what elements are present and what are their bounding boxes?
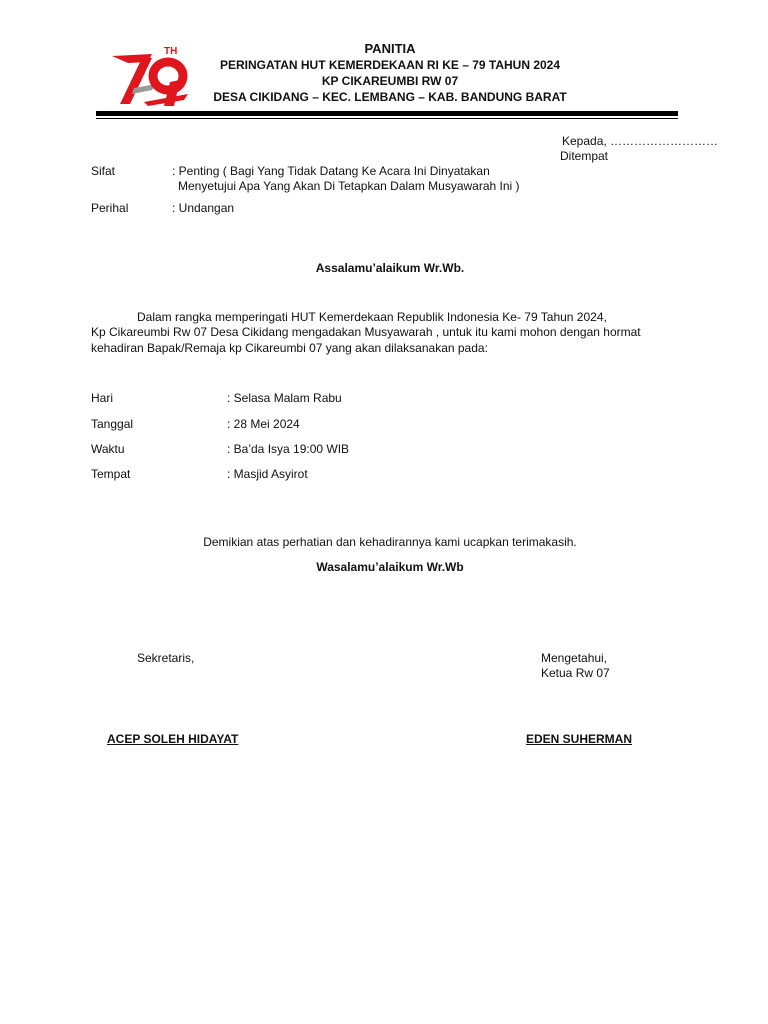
schedule-label-place: Tempat <box>91 467 131 481</box>
recipient-to: Kepada, ……………………… <box>562 134 719 148</box>
schedule-value-day: : Selasa Malam Rabu <box>227 391 342 405</box>
schedule-value-place: : Masjid Asyirot <box>227 467 308 481</box>
header-divider-thick <box>96 111 678 116</box>
signature-right-title: Mengetahui, <box>541 651 608 665</box>
header-address: DESA CIKIDANG – KEC. LEMBANG – KAB. BANDUNG BARAT <box>213 90 567 104</box>
hut-79-logo <box>108 46 192 110</box>
perihal-value: : Undangan <box>172 201 235 215</box>
greeting: Assalamu’alaikum Wr.Wb. <box>315 261 465 275</box>
signature-left-title: Sekretaris, <box>137 651 195 665</box>
perihal-label: Perihal <box>91 201 129 215</box>
recipient-place: Ditempat <box>560 149 609 163</box>
sifat-value-line1: : Penting ( Bagi Yang Tidak Datang Ke Acara Ini Dinyatakan <box>172 164 490 178</box>
header-community: KP CIKAREUMBI RW 07 <box>321 74 459 88</box>
schedule-label-date: Tanggal <box>91 417 134 431</box>
hut-79-logo-graphic <box>108 46 192 110</box>
header-divider-thin <box>96 118 678 119</box>
farewell-text: Wasalamu’alaikum Wr.Wb <box>316 560 464 574</box>
logo-superscript: TH <box>164 46 178 57</box>
closing-text: Demikian atas perhatian dan kehadirannya kami ucapkan terimakasih. <box>203 535 577 549</box>
body-line-3: kehadiran Bapak/Remaja kp Cikareumbi 07 yang akan dilaksanakan pada: <box>91 341 488 355</box>
body-line-1: Dalam rangka memperingati HUT Kemerdekaan Republik Indonesia Ke- 79 Tahun 2024, <box>137 310 607 324</box>
schedule-value-time: : Ba’da Isya 19:00 WIB <box>227 442 350 456</box>
signature-right-role: Ketua Rw 07 <box>541 666 610 680</box>
signature-left-name: ACEP SOLEH HIDAYAT <box>107 732 239 746</box>
schedule-label-time: Waktu <box>91 442 125 456</box>
signature-right-name: EDEN SUHERMAN <box>526 732 633 746</box>
schedule-value-date: : 28 Mei 2024 <box>227 417 300 431</box>
sifat-value-line2: Menyetujui Apa Yang Akan Di Tetapkan Dalam Musyawarah Ini ) <box>178 179 520 193</box>
body-line-2: Kp Cikareumbi Rw 07 Desa Cikidang mengadakan Musyawarah , untuk itu kami mohon dengan hormat <box>91 325 641 339</box>
header-event: PERINGATAN HUT KEMERDEKAAN RI KE – 79 TAHUN 2024 <box>219 58 561 72</box>
sifat-label: Sifat <box>91 164 116 178</box>
schedule-label-day: Hari <box>91 391 114 405</box>
header-title: PANITIA <box>364 41 416 56</box>
